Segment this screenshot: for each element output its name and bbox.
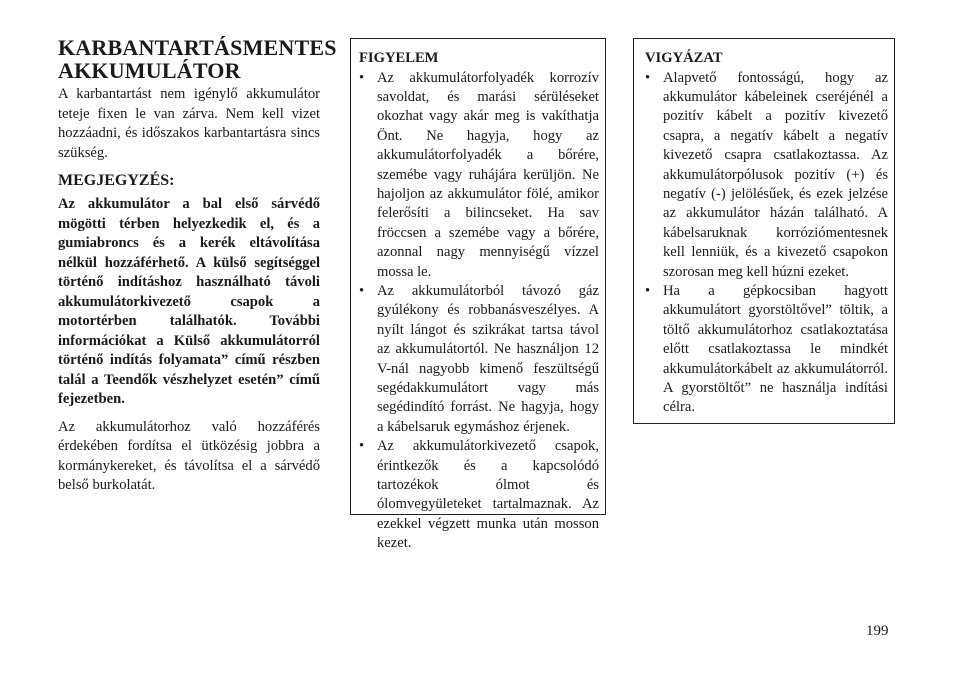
caution-box [633, 38, 895, 424]
section-title [58, 35, 337, 83]
warning-item [359, 69, 599, 282]
title-line-1: KARBANTARTÁSMENTES [58, 35, 337, 60]
note-heading: MEGJEGYZÉS: [58, 172, 175, 189]
warning-box [350, 38, 606, 552]
left-column [58, 35, 337, 496]
bullet-icon: • [645, 69, 651, 86]
note-paragraph: Az akkumulátor a bal első sárvédő mögötti térben helyezkedik el, és a gumiabroncs és a kerék eltávolítása nélkül hozzáférhető. A külső segítséggel történő indításhoz használható távoli akkumulátorkivezető csapok a motortérben találhatók. További információkat a Külső akkumulátorról történő indítás folyamata” című részben talál a Teendők vészhelyzet esetén” című fejezetben. [58, 196, 320, 407]
access-paragraph: Az akkumulátorhoz való hozzáférés érdekében fordítsa el ütközésig jobbra a kormánykereket, és távolítsa el a sárvédő belső burkolatát. [58, 418, 320, 493]
caution-heading: VIGYÁZAT [645, 50, 723, 66]
warning-heading: FIGYELEM [359, 50, 439, 66]
warning-item [359, 437, 599, 553]
title-line-2: AKKUMULÁTOR [58, 58, 241, 83]
page-number: 199 [866, 623, 889, 639]
bullet-icon: • [359, 438, 365, 455]
caution-item-text: Alapvető fontosságú, hogy az akkumulátor kábeleinek cseréjénél a pozitív kábelt a pozitív kivezető csapra, a negatív kábelt a negatív kivezető csapra csatlakoztassa. Az akkumulátorpólusok pozitív (+) és negatív (-) jelölésűek, és ezek jelzése az akkumulátor házán található. A kábelsaruknak korróziómentesnek kell lenniük, és a kivezető csapokon szorosan meg kell húzni ezeket. [663, 69, 888, 280]
warning-item-text: Az akkumulátorból távozó gáz gyúlékony és robbanásveszélyes. A nyílt lángot és szikrákat tartsa távol az akkumulátortól. Ne használjon 12 V-nál nagyobb kimenő feszültségű segédakkumulátort vagy más segédindító forrást. Ne hagyja, hogy a kábelsaruk egymáshoz érjenek. [377, 282, 599, 435]
warning-item-text: Az akkumulátorfolyadék korrozív savoldat, és marási sérüléseket okozhat vagy akár meg is vakíthatja Önt. Ne hagyja, hogy az akkumulátorfolyadék a bőrére, szemébe vagy ruhájára kerüljön. Ne hajoljon az akkumulátor fölé, amikor felerősíti a bilincseket. Ha sav fröccsen a szemébe vagy a bőrére, azonnal nagy mennyiségű vízzel mossa le. [377, 69, 599, 280]
caution-item [645, 69, 888, 282]
warning-item [359, 282, 599, 437]
intro-paragraph: A karbantartást nem igénylő akkumulátor teteje fixen le van zárva. Nem kell vizet hozzáadni, és időszakos karbantartásra sincs szükség. [58, 86, 320, 161]
bullet-icon: • [645, 282, 651, 299]
bullet-icon: • [359, 69, 365, 86]
caution-list [645, 69, 888, 418]
warning-item-text: Az akkumulátorkivezető csapok, érintkezők és a kapcsolódó tartozékok ólmot és ólomvegyületeket tartalmaznak. Az ezekkel végzett munka után mosson kezet. [377, 438, 599, 552]
caution-item-text: Ha a gépkocsiban hagyott akkumulátort gyorstöltővel” töltik, a töltő akkumulátorhoz csatlakoztatása előtt csatlakoztassa le mindkét akkumulátorkábelt az akkumulátorról. A gyorstöltőt” ne használja indítási célra. [663, 282, 888, 416]
warning-list [359, 69, 599, 554]
caution-item [645, 282, 888, 418]
bullet-icon: • [359, 282, 365, 299]
